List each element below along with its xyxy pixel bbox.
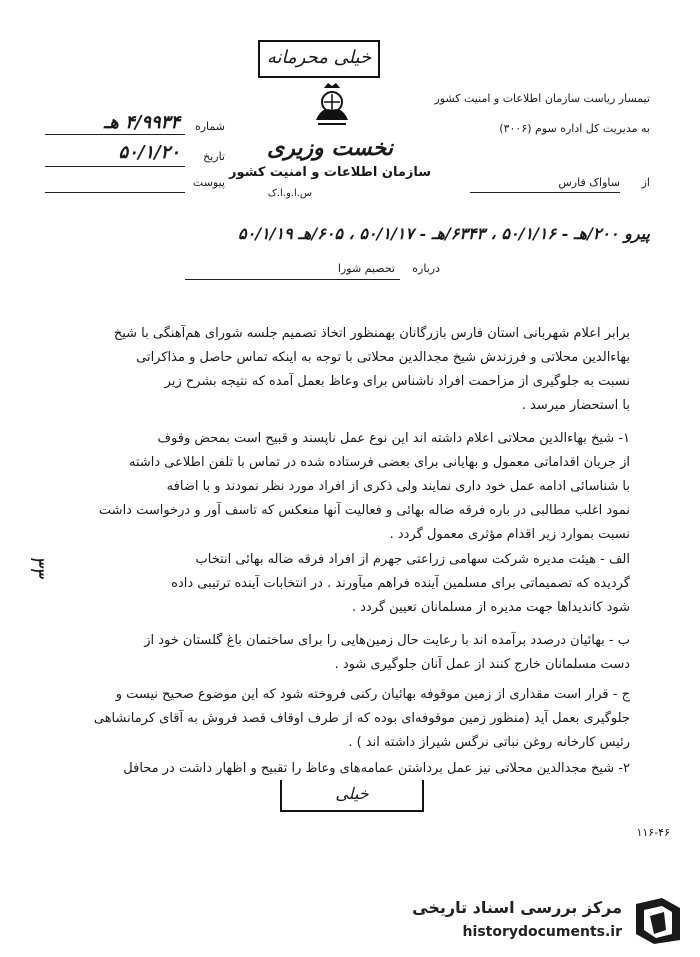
org-code: س.ا.و.ا.ک [267, 188, 313, 199]
body-line: نسبت بموارد زیر اقدام مؤثری معمول گردد . [389, 527, 630, 542]
subject-value: تحصیم شورا [337, 262, 395, 275]
page-code: ۱۱۶-۴۶ [636, 826, 670, 839]
bottom-stamp-text: خیلی [335, 784, 369, 803]
date-label: تاریخ [203, 150, 225, 163]
body-line: نمود اغلب مطالبی در باره فرقه ضاله بهائی و فعالیت آنها منعکس که تاسف آور و درخواست داشت [98, 503, 630, 518]
body-line: از جریان اقداماتی معمول و بهایانی برای بعضی فرستاده شده در تماس با تلفن اطلاعی داشته [128, 455, 630, 470]
body-line: شود کاندیداها جهت مدیره از مسلمانان تعیین گردد . [351, 600, 630, 615]
bottom-stamp [280, 780, 424, 812]
body-line: ۲- شیخ مجدالدین محلاتی نیز عمل برداشتن عمامه‌های وعاظ را تقبیح و اظهار داشت در محافل [123, 761, 630, 776]
number-label: شماره [194, 120, 225, 133]
body-line: دست مسلمانان خارج کنند از عمل آنان جلوگیری شود . [334, 657, 630, 672]
classification-stamp [258, 40, 380, 78]
body-line: ج - قرار است مقداری از زمین موقوفه بهائیان رکنی فروخته شود که این موضوع صحیح نیست و [115, 687, 630, 702]
classification-stamp-text: خیلی محرمانه [266, 47, 372, 68]
org-subtitle: سازمان اطلاعات و امنیت کشور [228, 165, 432, 180]
subject-underline [185, 279, 400, 280]
subject-label: درباره [412, 262, 440, 275]
date-underline [45, 166, 185, 167]
body-line: جلوگیری بعمل آید (منظور زمین موقوفه‌ای بوده که از طرف اوقاف قصد فروش به آقای کرمانشاهی [93, 711, 630, 726]
reference-line: پیرو ۲۰۰/هـ - ۵۰/۱/۱۶ ، ۶۳۴۳/هـ - ۵۰/۱/۱۷ ، ۶۰۵/هـ ۵۰/۱/۱۹ [238, 224, 650, 243]
body-line: بهاءالدین محلاتی و فرزندش شیخ مجدالدین محلاتی با توجه به اینکه تماس حاصل و مذاکراتی [136, 350, 630, 365]
lion-and-sun-emblem [308, 80, 356, 128]
body-line: با شناسائی ادامه عمل خود داری نمایند ولی ذکری از افراد مورد نظر نمودند و با اضافه [166, 479, 630, 494]
date-value: ۵۰/۱/۲۰ [118, 142, 180, 163]
from-label: از [641, 176, 650, 189]
margin-note: ۳۳ [26, 555, 50, 577]
body-line: با استحضار میرسد . [521, 398, 630, 413]
addressee-line2: به مدیریت کل اداره سوم (۳۰۰۶) [499, 122, 650, 135]
from-underline [470, 192, 620, 193]
number-value: ۴/۹۹۳۴ هـ [104, 112, 180, 133]
body-line: رئیس کارخانه روغن نباتی نرگس شیراز داشته اند ) . [348, 735, 630, 750]
body-line: ۱- شیخ بهاءالدین محلاتی اعلام داشته اند این نوع عمل ناپسند و قبیح است بمحض وقوف [157, 431, 630, 446]
attachment-label: پیوست [192, 176, 225, 189]
from-value: ساواک فارس [558, 176, 620, 189]
body-line: ب - بهائیان درصدد برآمده اند با رعایت حال زمین‌هایی را برای ساختمان باغ گلستان خود از [144, 633, 630, 648]
number-underline [45, 134, 185, 135]
addressee-line1: تیمسار ریاست سازمان اطلاعات و امنیت کشور [434, 92, 650, 105]
body-line: نسبت به جلوگیری از مزاحمت افراد ناشناس برای وعاظ بعمل آمده که نتیجه بشرح زیر [164, 374, 630, 389]
watermark-url: historydocuments.ir [462, 924, 622, 940]
document-logo-icon [630, 894, 686, 946]
body-line: برابر اعلام شهربانی استان فارس بازرگانان بهمنظور اتخاذ تصمیم جلسه شورای هم‌آهنگی با شیخ [113, 326, 630, 341]
body-line: الف - هیئت مدیره شرکت سهامی زراعتی جهرم از افراد فرقه ضاله بهائی انتخاب [195, 552, 630, 567]
org-title: نخست وزیری [267, 135, 393, 161]
watermark [400, 890, 700, 950]
attachment-underline [45, 192, 185, 193]
watermark-site-name: مرکز بررسی اسناد تاریخی [412, 898, 622, 917]
body-line: گردیده که تصمیماتی برای مسلمین آینده فراهم میآورند . در انتخابات آینده ترتیبی داده [171, 576, 630, 591]
